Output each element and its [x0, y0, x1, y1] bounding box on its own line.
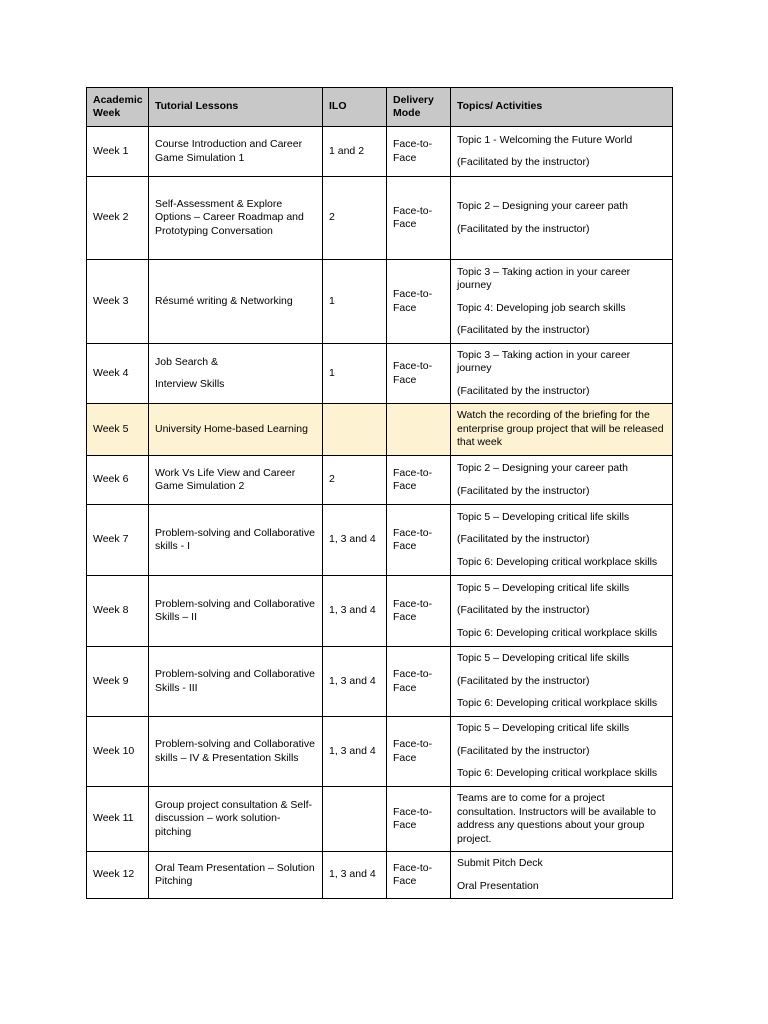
lesson-text: Oral Team Presentation – Solution Pitching: [155, 861, 315, 887]
ilo-cell: [323, 505, 387, 576]
lesson-cell: [149, 787, 323, 852]
delivery-mode: Face-to-Face: [393, 738, 433, 764]
topic-line: Topic 5 – Developing critical life skills: [457, 581, 630, 594]
topic-line: (Facilitated by the instructor): [457, 484, 590, 497]
week-label: Week 7: [93, 533, 129, 546]
lesson-cell: [149, 260, 323, 344]
header-tutorial-lessons: Tutorial Lessons: [149, 88, 323, 127]
ilo-value: 1: [329, 294, 335, 307]
topics-cell: [451, 127, 673, 177]
week-label: Week 9: [93, 674, 129, 687]
topic-line: Topic 5 – Developing critical life skills: [457, 652, 630, 665]
ilo-cell: [323, 647, 387, 717]
delivery-mode-cell: [387, 456, 451, 505]
lesson-cell: [149, 576, 323, 647]
delivery-mode-cell: [387, 177, 451, 260]
topic-line: (Facilitated by the instructor): [457, 744, 590, 757]
topic-line: Teams are to come for a project consultation. Instructors will be available to address any questions about your group project.: [457, 792, 657, 845]
ilo-cell: [323, 127, 387, 177]
topic-line: Topic 5 – Developing critical life skills: [457, 722, 630, 735]
lesson-cell: [149, 177, 323, 260]
topic-line: Topic 5 – Developing critical life skills: [457, 510, 630, 523]
topic-line: Topic 1 - Welcoming the Future World: [457, 133, 633, 146]
delivery-mode: Face-to-Face: [393, 466, 433, 492]
week-label: Week 10: [93, 744, 135, 757]
topic-line: (Facilitated by the instructor): [457, 674, 590, 687]
delivery-mode: Face-to-Face: [393, 360, 433, 386]
week-cell: [87, 344, 149, 404]
lesson-text: Group project consultation & Self-discussion – work solution-pitching: [155, 798, 312, 838]
lesson-text: Problem-solving and Collaborative Skills - III: [155, 668, 315, 694]
lesson-text: Work Vs Life View and Career Game Simulation 2: [155, 466, 296, 492]
delivery-mode-cell: [387, 260, 451, 344]
topic-line: Topic 6: Developing critical workplace skills: [457, 697, 658, 710]
delivery-mode-cell: [387, 852, 451, 899]
ilo-value: 2: [329, 473, 335, 486]
table-row: [87, 127, 673, 177]
table-row: [87, 505, 673, 576]
week-cell: [87, 456, 149, 505]
week-label: Week 8: [93, 604, 129, 617]
topic-line: Topic 2 – Designing your career path: [457, 462, 629, 474]
ilo-cell: [323, 787, 387, 852]
topics-cell: [451, 344, 673, 404]
lesson-text: Résumé writing & Networking: [155, 294, 293, 307]
lesson-cell: [149, 852, 323, 899]
table-row: [87, 576, 673, 647]
table-row: [87, 177, 673, 260]
header-row: [87, 88, 673, 127]
delivery-mode: Face-to-Face: [393, 204, 433, 230]
topics-cell: [451, 404, 673, 456]
week-cell: [87, 404, 149, 456]
topic-line: Topic 6: Developing critical workplace skills: [457, 555, 658, 568]
week-label: Week 6: [93, 473, 129, 486]
lesson-text: Problem-solving and Collaborative skills – IV & Presentation Skills: [155, 738, 315, 764]
delivery-mode-cell: [387, 576, 451, 647]
lesson-text: Course Introduction and Career Game Simulation 1: [155, 138, 303, 164]
topics-cell: [451, 505, 673, 576]
topic-line: Topic 3 – Taking action in your career journey: [457, 265, 631, 291]
week-label: Week 2: [93, 211, 129, 224]
lesson-cell: [149, 404, 323, 456]
lesson-cell: [149, 344, 323, 404]
delivery-mode: Face-to-Face: [393, 668, 433, 694]
topic-line: Oral Presentation: [457, 879, 539, 892]
delivery-mode: Face-to-Face: [393, 288, 433, 314]
topic-line: Submit Pitch Deck: [457, 857, 543, 869]
lesson-cell: [149, 717, 323, 787]
week-cell: [87, 647, 149, 717]
delivery-mode-cell: [387, 717, 451, 787]
table-row: [87, 456, 673, 505]
header-topics-activities: Topics/ Activities: [451, 88, 673, 127]
delivery-mode: Face-to-Face: [393, 861, 433, 887]
ilo-value: 1 and 2: [329, 144, 365, 157]
delivery-mode: Face-to-Face: [393, 526, 433, 552]
topic-line: (Facilitated by the instructor): [457, 156, 590, 168]
week-label: Week 4: [93, 366, 129, 379]
lesson-text: Job Search &: [155, 355, 219, 368]
ilo-value: 1, 3 and 4: [329, 744, 376, 757]
lesson-cell: [149, 647, 323, 717]
table-row: [87, 787, 673, 852]
lesson-text: Problem-solving and Collaborative Skills – II: [155, 597, 315, 623]
topic-line: Topic 4: Developing job search skills: [457, 301, 626, 314]
delivery-mode-cell: [387, 647, 451, 717]
lesson-cell: [149, 505, 323, 576]
table-row: [87, 260, 673, 344]
lesson-text: University Home-based Learning: [155, 422, 308, 435]
topics-cell: [451, 177, 673, 260]
lesson-text: Problem-solving and Collaborative skills - I: [155, 526, 315, 552]
ilo-cell: [323, 717, 387, 787]
ilo-value: 1: [329, 366, 335, 379]
header-academic-week: Academic Week: [87, 88, 149, 127]
ilo-cell: [323, 576, 387, 647]
topics-cell: [451, 576, 673, 647]
lesson-text: Self-Assessment & Explore Options – Career Roadmap and Prototyping Conversation: [155, 197, 304, 237]
topic-line: (Facilitated by the instructor): [457, 324, 590, 336]
week-cell: [87, 717, 149, 787]
week-label: Week 1: [93, 144, 129, 157]
topic-line: Topic 3 – Taking action in your career journey: [457, 348, 631, 375]
ilo-cell: [323, 260, 387, 344]
delivery-mode-cell: [387, 344, 451, 404]
table-row: [87, 647, 673, 717]
table-row: [87, 404, 673, 456]
topic-line: (Facilitated by the instructor): [457, 384, 590, 397]
ilo-value: 2: [329, 211, 335, 224]
ilo-cell: [323, 404, 387, 456]
topics-cell: [451, 852, 673, 899]
topic-line: Topic 6: Developing critical workplace skills: [457, 626, 658, 639]
ilo-value: 1, 3 and 4: [329, 533, 376, 546]
topics-cell: [451, 717, 673, 787]
topics-cell: [451, 456, 673, 505]
lesson-cell: [149, 127, 323, 177]
delivery-mode-cell: [387, 404, 451, 456]
delivery-mode-cell: [387, 505, 451, 576]
ilo-value: 1, 3 and 4: [329, 674, 376, 687]
topic-line: (Facilitated by the instructor): [457, 604, 590, 617]
week-label: Week 12: [93, 868, 135, 881]
delivery-mode-cell: [387, 127, 451, 177]
header-ilo: ILO: [323, 88, 387, 127]
week-cell: [87, 260, 149, 344]
week-cell: [87, 177, 149, 260]
table-row: [87, 852, 673, 899]
topic-line: (Facilitated by the instructor): [457, 222, 590, 235]
ilo-cell: [323, 852, 387, 899]
week-cell: [87, 127, 149, 177]
topic-line: Topic 6: Developing critical workplace skills: [457, 767, 658, 780]
week-cell: [87, 787, 149, 852]
delivery-mode-cell: [387, 787, 451, 852]
week-cell: [87, 576, 149, 647]
week-cell: [87, 505, 149, 576]
lesson-text: Interview Skills: [155, 378, 225, 390]
ilo-cell: [323, 456, 387, 505]
ilo-value: 1, 3 and 4: [329, 868, 376, 881]
schedule-table: [86, 87, 673, 899]
topics-cell: [451, 647, 673, 717]
ilo-value: 1, 3 and 4: [329, 604, 376, 617]
week-label: Week 5: [93, 422, 129, 435]
table-row: [87, 717, 673, 787]
topic-line: Topic 2 – Designing your career path: [457, 200, 629, 212]
ilo-cell: [323, 344, 387, 404]
topics-cell: [451, 787, 673, 852]
table-header: [87, 88, 673, 127]
table-body: [87, 127, 673, 899]
topic-line: (Facilitated by the instructor): [457, 533, 590, 546]
topic-line: Watch the recording of the briefing for the enterprise group project that will be released that week: [457, 409, 664, 449]
delivery-mode: Face-to-Face: [393, 805, 433, 831]
lesson-cell: [149, 456, 323, 505]
week-label: Week 11: [93, 812, 134, 825]
header-delivery-mode: Delivery Mode: [387, 88, 451, 127]
delivery-mode: Face-to-Face: [393, 138, 433, 164]
table-row: [87, 344, 673, 404]
ilo-cell: [323, 177, 387, 260]
week-cell: [87, 852, 149, 899]
delivery-mode: Face-to-Face: [393, 597, 433, 623]
week-label: Week 3: [93, 294, 129, 307]
topics-cell: [451, 260, 673, 344]
